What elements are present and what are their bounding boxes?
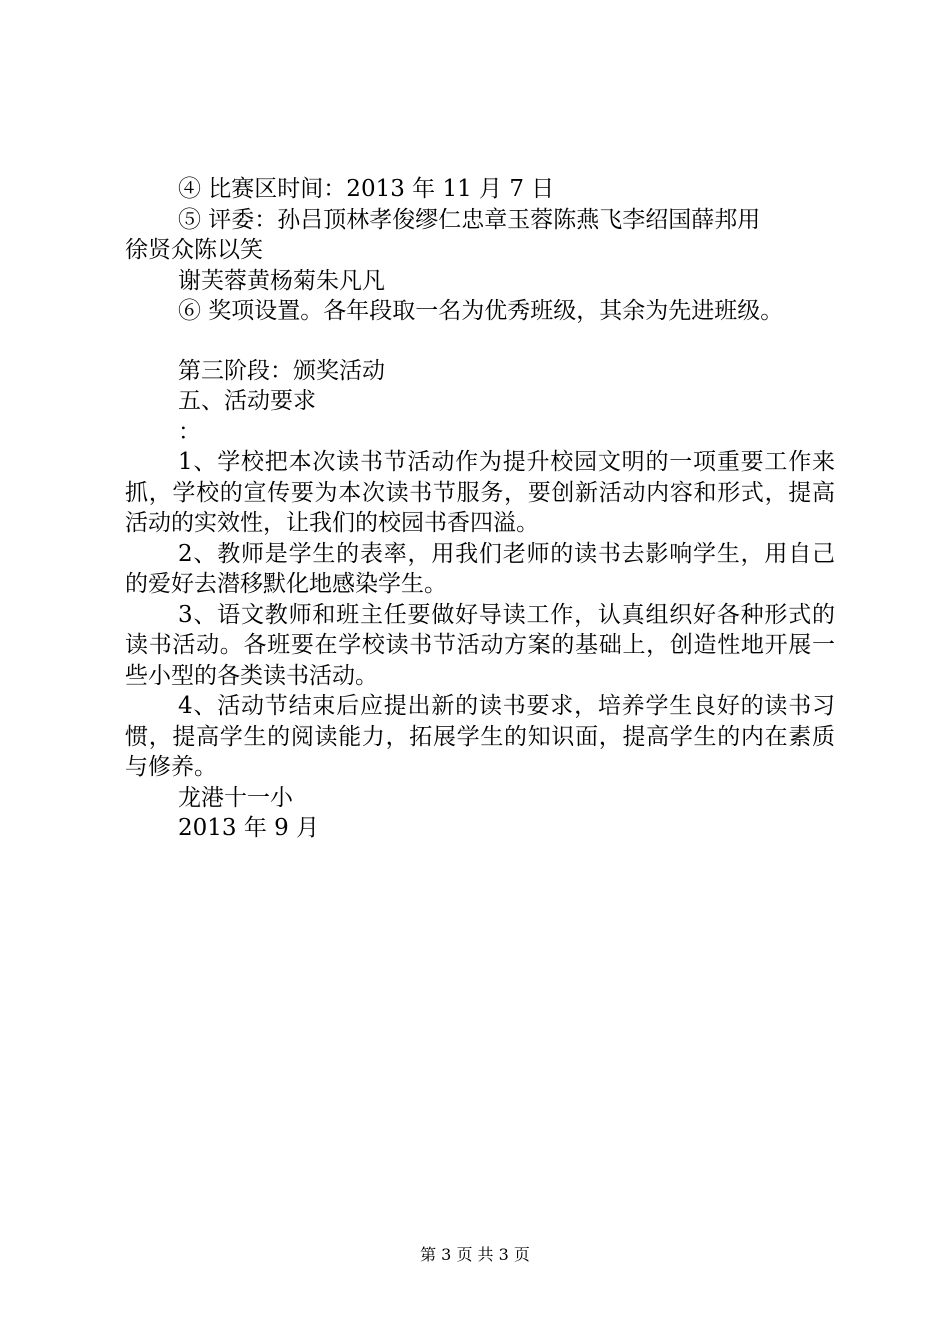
signature-date: 2013 年 9 月 — [178, 815, 320, 841]
stage-three-heading: 第三阶段：颁奖活动 — [178, 357, 385, 384]
requirement-paragraph-2: 2、教师是学生的表率，用我们老师的读书去影响学生，用自己的爱好去潜移默化地感染学生。 — [125, 540, 835, 597]
signature-school: 龙港十一小 — [178, 784, 293, 811]
judges-line-3: 谢芙蓉黄杨菊朱凡凡 — [178, 267, 385, 294]
requirement-paragraph-4: 4、活动节结束后应提出新的读书要求，培养学生良好的读书习惯，提高学生的阅读能力，拓展学生的知识面，提高学生的内在素质与修养。 — [125, 693, 835, 780]
blank-line — [125, 327, 835, 356]
judges-line-1: ⑤ 评委：孙吕顶林孝俊缪仁忠章玉蓉陈燕飞李绍国薛邦用 — [178, 206, 761, 233]
document-body — [125, 174, 835, 844]
requirement-paragraph-3: 3、语文教师和班主任要做好导读工作，认真组织好各种形式的读书活动。各班要在学校读书节活动方案的基础上，创造性地开展一些小型的各类读书活动。 — [125, 601, 835, 689]
section-five-heading: 五、活动要求 — [178, 388, 316, 414]
judges-line-2: 徐贤众陈以笑 — [125, 237, 263, 263]
colon-line: ： — [178, 418, 201, 445]
page-footer: 第 3 页 共 3 页 — [420, 1245, 530, 1264]
competition-time-line: ④ 比赛区时间：2013 年 11 月 7 日 — [178, 176, 555, 202]
awards-line: ⑥ 奖项设置。各年段取一名为优秀班级，其余为先进班级。 — [178, 298, 784, 324]
requirement-paragraph-1: 1、学校把本次读书节活动作为提升校园文明的一项重要工作来抓，学校的宣传要为本次读书节服务，要创新活动内容和形式，提高活动的实效性，让我们的校园书香四溢。 — [125, 449, 835, 536]
